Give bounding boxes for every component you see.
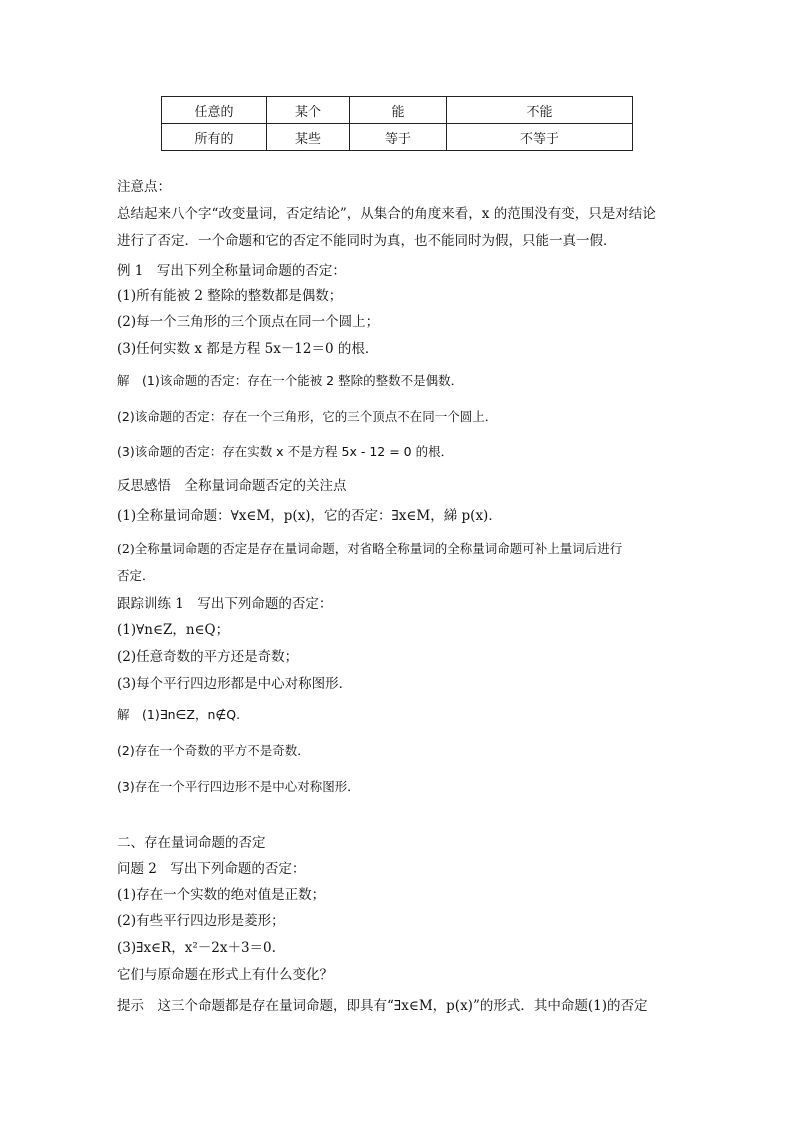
practice-answer: (3)存在一个平行四边形不是中心对称图形．: [117, 779, 360, 794]
table-cell: 所有的: [162, 124, 267, 151]
example-question: (1)所有能被 2 整除的整数都是偶数；: [117, 288, 343, 304]
practice-title: 跟踪训练 1 写出下列命题的否定：: [117, 596, 333, 612]
table-cell: 任意的: [162, 97, 267, 124]
table-cell: 某些: [267, 124, 350, 151]
reflection-point: (1)全称量词命题：∀x∈M，p(x)，它的否定：∃x∈M，綈 p(x)．: [117, 508, 502, 524]
problem-question: (2)有些平行四边形是菱形；: [117, 913, 285, 929]
notes-text-line: 进行了否定．一个命题和它的否定不能同时为真，也不能同时为假，只能一真一假．: [117, 233, 617, 249]
table-cell: 能: [350, 97, 447, 124]
problem-question: (1)存在一个实数的绝对值是正数；: [117, 887, 326, 903]
table-cell: 某个: [267, 97, 350, 124]
practice-question: (2)任意奇数的平方还是奇数；: [117, 649, 299, 665]
reflection-title: 反思感悟 全称量词命题否定的关注点: [117, 478, 347, 494]
example-answer: (3)该命题的否定：存在实数 x 不是方程 5x - 12 = 0 的根．: [117, 444, 454, 459]
example-question: (3)任何实数 x 都是方程 5x－12＝0 的根．: [117, 341, 379, 357]
practice-question: (3)每个平行四边形都是中心对称图形．: [117, 676, 353, 692]
table-row: [162, 97, 633, 124]
example-answer: (2)该命题的否定：存在一个三角形，它的三个顶点不在同一个圆上．: [117, 409, 498, 424]
table-row: [162, 124, 633, 151]
notes-text-line: 总结起来八个字“改变量词，否定结论”，从集合的角度来看，x 的范围没有变，只是对结论: [117, 206, 656, 222]
table-cell: 等于: [350, 124, 447, 151]
reflection-point: 否定．: [117, 568, 155, 583]
reflection-point: (2)全称量词命题的否定是存在量词命题，对省略全称量词的全称量词命题可补上量词后进行: [117, 541, 623, 556]
example-answer: 解 (1)该命题的否定：存在一个能被 2 整除的整数不是偶数．: [117, 373, 464, 388]
hint-text: 提示 这三个命题都是存在量词命题，即具有“∃x∈M，p(x)”的形式．其中命题(1)的否定: [117, 998, 648, 1014]
example-question: (2)每一个三角形的三个顶点在同一个圆上；: [117, 314, 380, 330]
problem-question: (3)∃x∈R，x²－2x＋3＝0.: [117, 940, 276, 956]
table-cell: 不能: [447, 97, 633, 124]
practice-answer: 解 (1)∃n∈Z，n∉Q.: [117, 707, 241, 722]
section-heading: 二、存在量词命题的否定: [117, 835, 266, 851]
practice-question: (1)∀n∈Z，n∈Q；: [117, 622, 230, 638]
practice-answer: (2)存在一个奇数的平方不是奇数．: [117, 743, 310, 758]
quantifier-table: [161, 96, 633, 151]
example-title: 例 1 写出下列全称量词命题的否定：: [117, 263, 346, 279]
notes-heading: 注意点：: [117, 179, 171, 195]
problem-title: 问题 2 写出下列命题的否定：: [117, 861, 306, 877]
table-cell: 不等于: [447, 124, 633, 151]
problem-question: 它们与原命题在形式上有什么变化？: [117, 967, 333, 983]
